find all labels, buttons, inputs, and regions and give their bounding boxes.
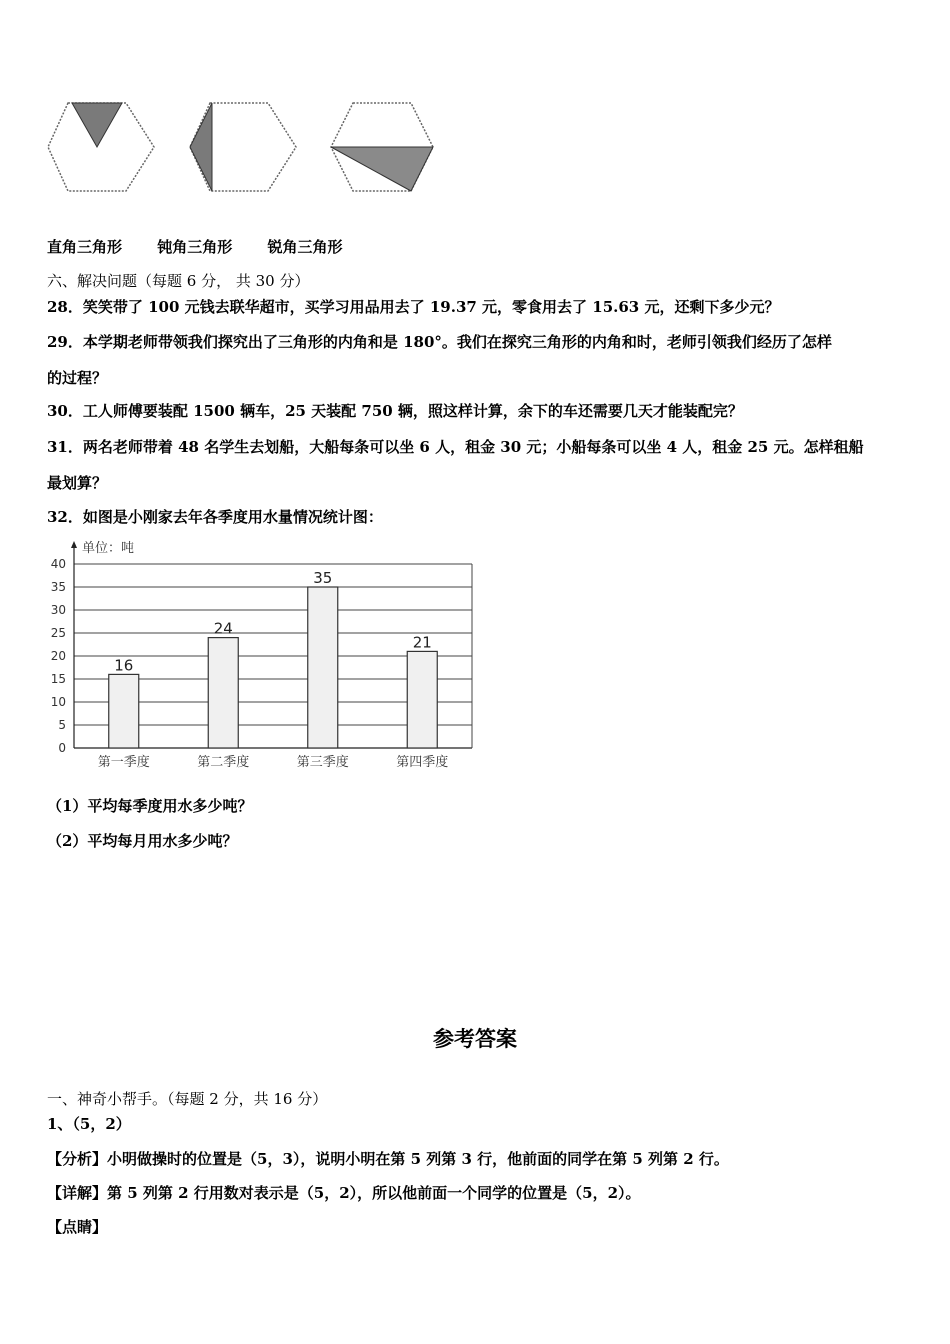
water-usage-chart xyxy=(30,530,490,775)
question-32: 32．如图是小刚家去年各季度用水量情况统计图： xyxy=(47,508,383,526)
x-tick-label: 第一季度 xyxy=(97,755,150,770)
question-31-line1: 31．两名老师带着 48 名学生去划船，大船每条可以坐 6 人，租金 30 元；小船每条可以坐 4 人，租金 25 元。怎样租船 xyxy=(47,438,864,456)
answer-1-note: 【点睛】 xyxy=(47,1218,108,1236)
y-tick-label: 30 xyxy=(50,603,66,617)
triangle-label-right: 直角三角形 xyxy=(47,238,123,256)
bar-value-label: 24 xyxy=(213,619,233,638)
section6-heading: 六、解决问题（每题 6 分， 共 30 分） xyxy=(47,272,310,290)
hexagon-figure-1 xyxy=(48,103,154,191)
triangle-label-obtuse: 钝角三角形 xyxy=(157,238,233,256)
x-tick-label: 第二季度 xyxy=(197,755,250,770)
question-32-sub1: （1）平均每季度用水多少吨？ xyxy=(47,797,253,815)
answers-title: 参考答案 xyxy=(433,1026,517,1051)
question-29-line2: 的过程？ xyxy=(47,369,108,387)
question-30: 30．工人师傅要装配 1500 辆车，25 天装配 750 辆，照这样计算，余下的车还需要几天才能装配完？ xyxy=(47,402,743,420)
bar xyxy=(208,638,238,748)
hexagon-figure-3 xyxy=(331,103,433,191)
y-tick-label: 25 xyxy=(50,626,66,640)
bar-value-label: 16 xyxy=(114,656,134,675)
bar xyxy=(308,587,338,748)
question-28: 28．笑笑带了 100 元钱去联华超市，买学习用品用去了 19.37 元，零食用去了 15.63 元，还剩下多少元？ xyxy=(47,298,780,316)
unit-label: 单位：吨 xyxy=(82,541,135,556)
x-tick-label: 第四季度 xyxy=(396,755,449,770)
hexagon-figures xyxy=(40,95,450,200)
bar xyxy=(407,651,437,748)
answer-1-analysis: 【分析】小明做操时的位置是（5，3），说明小明在第 5 列第 3 行，他前面的同学在第 5 列第 2 行。 xyxy=(47,1150,729,1168)
question-31-line2: 最划算？ xyxy=(47,474,108,492)
bar-value-label: 35 xyxy=(313,569,333,587)
y-tick-label: 20 xyxy=(50,649,66,663)
triangle-label-acute: 锐角三角形 xyxy=(267,238,343,256)
y-tick-label: 40 xyxy=(50,557,66,571)
answer-1-detail: 【详解】第 5 列第 2 行用数对表示是（5，2），所以他前面一个同学的位置是（5，2）。 xyxy=(47,1184,641,1202)
y-tick-label: 10 xyxy=(50,695,66,709)
x-tick-label: 第三季度 xyxy=(296,755,349,770)
answers-section1: 一、神奇小帮手。（每题 2 分，共 16 分） xyxy=(47,1090,328,1108)
y-tick-label: 5 xyxy=(58,718,66,732)
y-tick-label: 15 xyxy=(50,672,66,686)
question-32-sub2: （2）平均每月用水多少吨？ xyxy=(47,832,238,850)
y-tick-label: 0 xyxy=(58,741,66,755)
answer-1: 1、（5，2） xyxy=(47,1115,131,1133)
bar-value-label: 21 xyxy=(412,633,432,652)
y-tick-label: 35 xyxy=(50,580,66,594)
y-axis-arrow xyxy=(71,541,77,548)
question-29-line1: 29．本学期老师带领我们探究出了三角形的内角和是 180°。我们在探究三角形的内角和时，老师引领我们经历了怎样 xyxy=(47,333,832,351)
hexagon-figure-2 xyxy=(190,103,296,191)
bar xyxy=(109,674,139,748)
triangle-labels xyxy=(47,236,373,257)
